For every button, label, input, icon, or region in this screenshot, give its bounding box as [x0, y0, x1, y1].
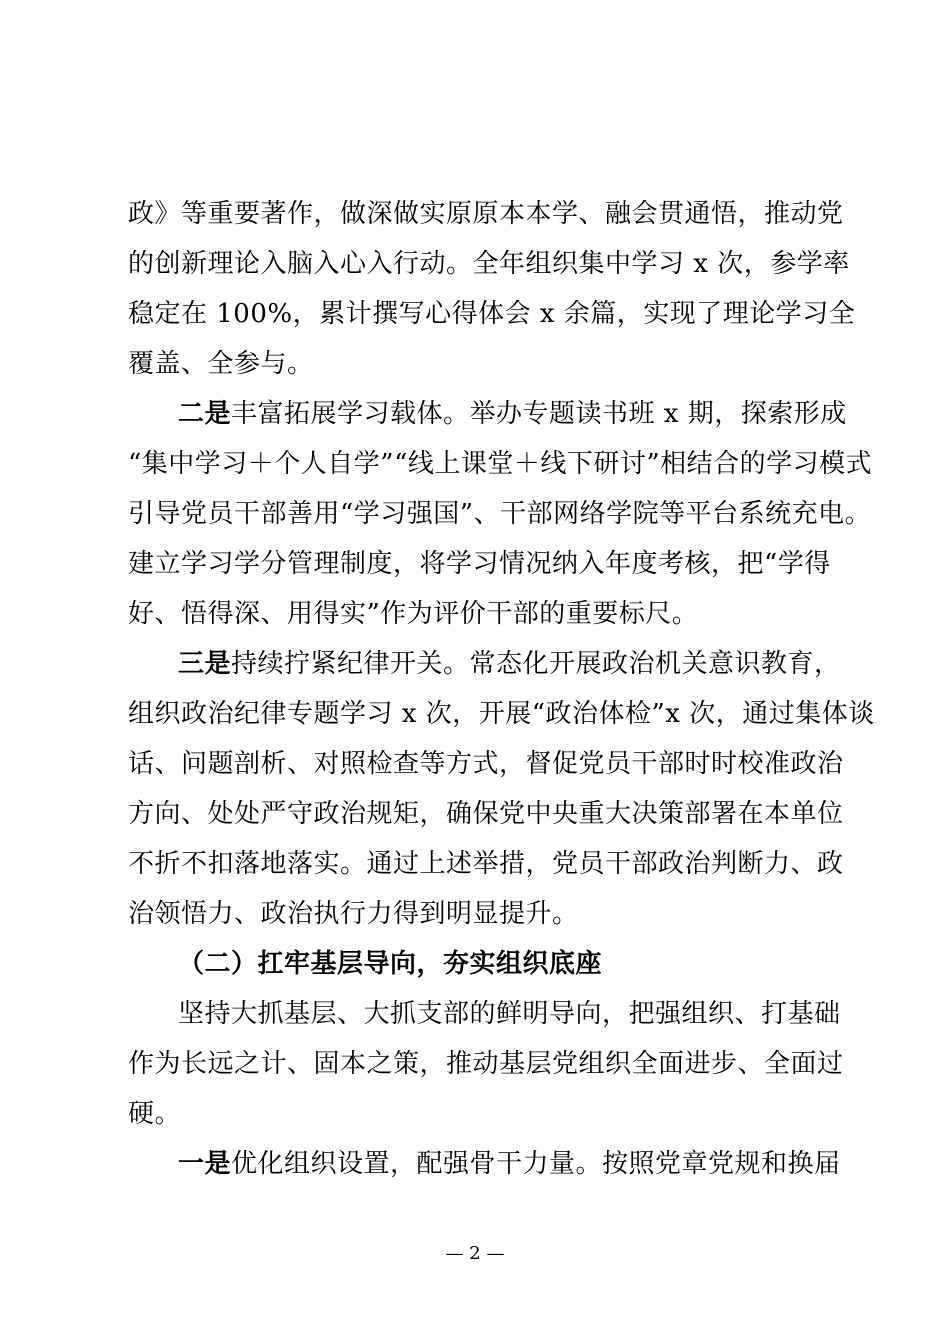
text-line: 治领悟力、政治执行力得到明显提升。	[128, 899, 579, 929]
text-span: 丰富拓展学习载体。举办专题读书班 x 期，探索形成	[231, 399, 847, 429]
section-heading: （二）扛牢基层导向，夯实组织底座	[178, 949, 603, 979]
text-line: 坚持大抓基层、大抓支部的鲜明导向，把强组织、打基础	[178, 999, 841, 1029]
text-line: 引导党员干部善用“学习强国”、干部网络学院等平台系统充电。	[128, 499, 872, 529]
text-line: 好、悟得深、用得实”作为评价干部的重要标尺。	[128, 599, 699, 629]
text-line: 的创新理论入脑入心入行动。全年组织集中学习 x 次，参学率	[128, 249, 850, 279]
text-span: 优化组织设置，配强骨干力量。按照党章党规和换届	[231, 1149, 841, 1179]
text-line: 建立学习学分管理制度，将学习情况纳入年度考核，把“学得	[128, 549, 831, 579]
text-line	[178, 396, 847, 432]
text-line: “集中学习＋个人自学”“线上课堂＋线下研讨”相结合的学习模式	[128, 449, 873, 479]
text-line	[178, 646, 841, 682]
text-line: 硬。	[128, 1099, 182, 1129]
text-line	[178, 1146, 841, 1182]
text-span: 持续拧紧纪律开关。常态化开展政治机关意识教育，	[231, 649, 841, 679]
text-line: 覆盖、全参与。	[128, 349, 314, 379]
text-line: 话、问题剖析、对照检查等方式，督促党员干部时时校准政治	[128, 749, 844, 779]
paragraph-lead: 一是	[178, 1149, 232, 1179]
text-line: 不折不扣落地落实。通过上述举措，党员干部政治判断力、政	[128, 849, 844, 879]
text-line: 组织政治纪律专题学习 x 次，开展“政治体检”x 次，通过集体谈	[128, 699, 875, 729]
text-line: 稳定在 100%，累计撰写心得体会 x 余篇，实现了理论学习全	[128, 299, 856, 329]
page-number: — 2 —	[445, 1243, 505, 1264]
text-line: 方向、处处严守政治规矩，确保党中央重大决策部署在本单位	[128, 799, 844, 829]
text-line: 政》等重要著作，做深做实原原本本学、融会贯通悟，推动党	[128, 199, 844, 229]
text-line: 作为长远之计、固本之策，推动基层党组织全面进步、全面过	[128, 1049, 844, 1079]
paragraph-lead: 二是	[178, 399, 232, 429]
paragraph-lead: 三是	[178, 649, 232, 679]
